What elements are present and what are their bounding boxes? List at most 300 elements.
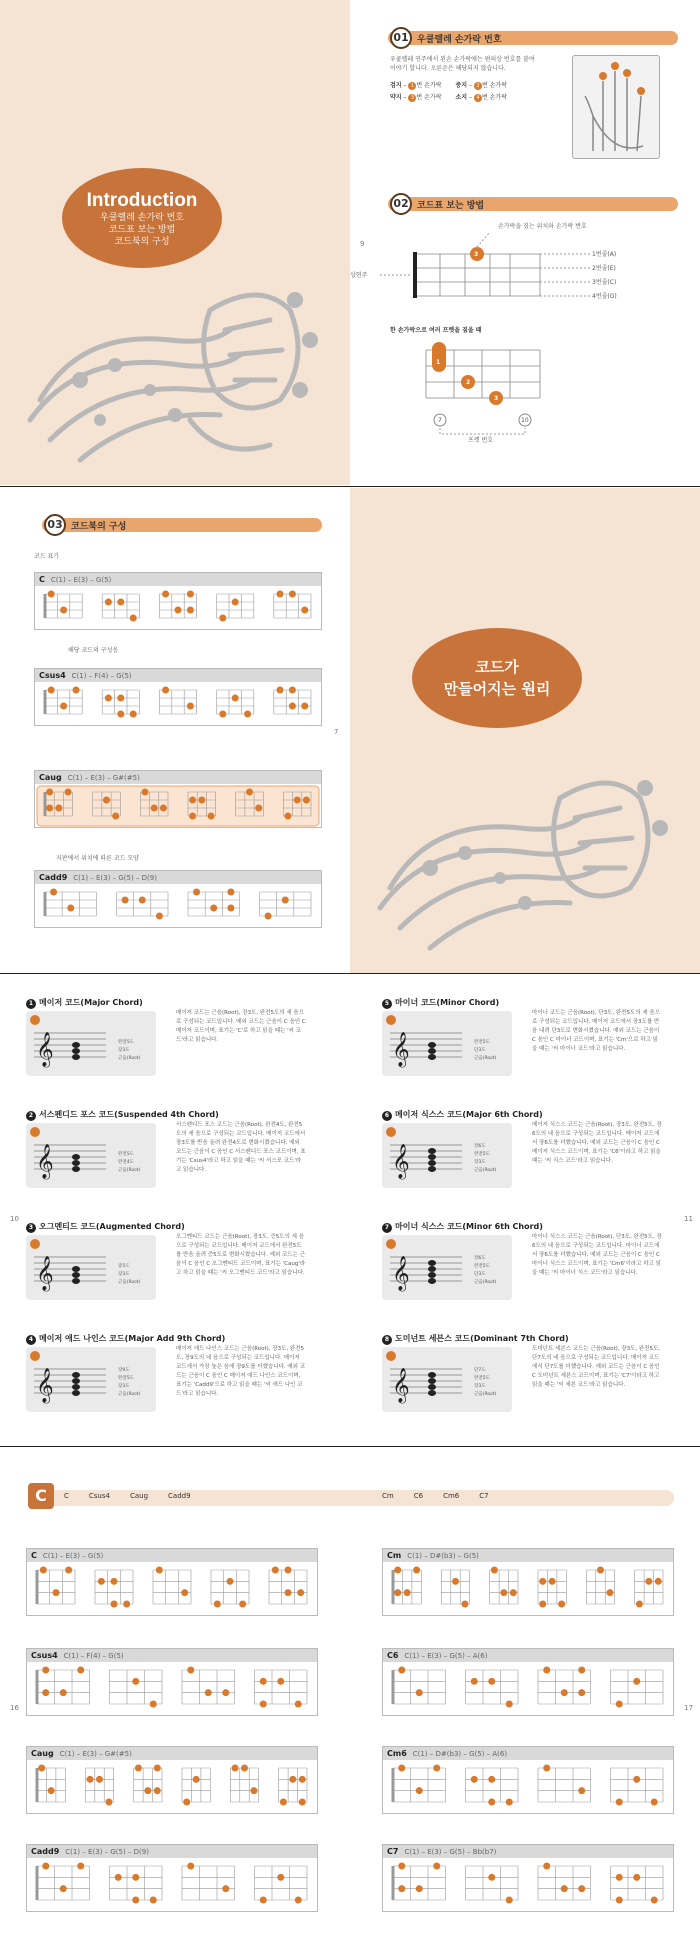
string-label: 4번줄(G) xyxy=(592,293,617,300)
finger-dot xyxy=(150,1701,157,1708)
chord-tab[interactable]: Csus4 xyxy=(88,1492,110,1500)
finger-dot xyxy=(295,1897,302,1904)
chord-diagram xyxy=(85,1768,113,1806)
fret-number: 10 xyxy=(521,417,529,424)
page-number: 10 xyxy=(10,1215,19,1223)
chord-diagram xyxy=(538,1765,591,1803)
chord-diagram xyxy=(95,1570,133,1608)
interval-label: 근음(Root) xyxy=(118,1168,141,1173)
finger-dot xyxy=(506,1799,513,1806)
audio-icon[interactable] xyxy=(386,1239,396,1249)
treble-clef-icon: 𝄞 xyxy=(36,1256,54,1291)
finger-dot xyxy=(156,1567,163,1574)
chord-note xyxy=(428,1384,436,1390)
finger-dot xyxy=(616,1874,623,1881)
finger-dot xyxy=(232,599,239,606)
chord-note xyxy=(72,1054,80,1060)
chord-diagram xyxy=(490,1567,518,1605)
finger-dot xyxy=(488,1678,495,1685)
finger-dot xyxy=(597,1567,604,1574)
spread-divider xyxy=(0,1446,700,1447)
chord-tab[interactable]: C xyxy=(64,1492,69,1500)
chord-diagram xyxy=(393,1667,446,1705)
finger-dot xyxy=(150,1897,157,1904)
finger-dot xyxy=(117,711,124,718)
section-title: 우쿨렐레 손가락 번호 xyxy=(417,35,502,45)
interval-label: 완전4도 xyxy=(118,1160,134,1165)
finger-dot xyxy=(265,913,272,920)
chord-panel-csus4: Csus4 C(1) – F(4) – G(5) xyxy=(34,668,322,726)
finger-item: 소지 – 4 번 손가락 xyxy=(455,94,508,101)
finger-dot xyxy=(471,1678,478,1685)
finger-dot xyxy=(285,1567,292,1574)
finger-dot xyxy=(413,1567,420,1574)
chord-diagram xyxy=(182,1667,235,1705)
finger-dot xyxy=(289,1776,296,1783)
finger-dot xyxy=(285,1589,292,1596)
finger-dot xyxy=(289,591,296,598)
callout-structure: 해당 코드의 구성음 xyxy=(68,647,119,654)
theory-text: 마이너 코드는 근음(Root), 단3도, 완전5도의 세 음으로 구성되는 코드입니다. 메이저 코드에서 장3도를 반음 내려 단3도로 변화시켰습니다. 예외 코드는 근음이 C 음인 C 마이너 코드이며, 표기는 'Cm'으로 하고 읽을 때는 '씨 마이너 코드'라고 읽습니다. xyxy=(532,1010,661,1052)
chord-diagram xyxy=(611,1670,664,1708)
audio-icon[interactable] xyxy=(386,1351,396,1361)
finger-dot xyxy=(433,1863,440,1870)
audio-icon[interactable] xyxy=(30,1015,40,1025)
chord-diagram xyxy=(37,1863,90,1901)
chord-diagram xyxy=(188,889,240,917)
finger-dot xyxy=(416,1787,423,1794)
theory-text: 서스펜디드 포스 코드는 근음(Root), 완전4도, 완전5도의 세 음으로 구성되는 코드입니다. 메이저 코드에서 장3도를 반음 올려 완전4도로 변화시켰습니다. 예외 코드는 근음이 C 음인 C 서스펜디드 포스 코드이며, 표기는 'Csus4'라고 하고 읽을 때는 '씨 서스포 코드'라고 읽습니다. xyxy=(176,1122,306,1173)
finger-dot xyxy=(461,1601,468,1608)
chord-tab[interactable]: Cm6 xyxy=(443,1492,460,1500)
finger-dot xyxy=(130,615,137,622)
chord-panel-cadd9: Cadd9 C(1) – E(3) – G(5) – D(9) xyxy=(26,1844,318,1912)
staff-example xyxy=(382,1011,512,1076)
interval-label: 완전5도 xyxy=(118,1376,134,1381)
finger-dot xyxy=(96,1776,103,1783)
chord-note xyxy=(72,1384,80,1390)
chord-note xyxy=(428,1160,436,1166)
staff-notation xyxy=(382,1011,512,1076)
barre-label: 한 손가락으로 여러 프렛을 짚을 때 xyxy=(390,327,482,334)
interval-label: 근음(Root) xyxy=(474,1280,497,1285)
finger-dot xyxy=(103,797,110,804)
ukulele-illustration xyxy=(370,758,680,958)
chord-diagrams xyxy=(27,1562,317,1616)
chord-note xyxy=(428,1148,436,1154)
finger-dot xyxy=(183,1799,190,1806)
hand-icon xyxy=(573,56,661,160)
intro-bubble-line: 코드북의 구성 xyxy=(114,237,170,247)
interval-label: 장6도 xyxy=(474,1144,486,1149)
section-number: 03 xyxy=(44,514,66,536)
finger-dot xyxy=(162,687,169,694)
finger-dot xyxy=(105,695,112,702)
chord-tab[interactable]: Cm xyxy=(382,1492,394,1500)
chord-diagrams xyxy=(27,1662,317,1716)
chord-panel-c: C C(1) – E(3) – G(5) xyxy=(26,1548,318,1616)
finger-item: 검지 – 1 번 손가락 xyxy=(390,82,442,89)
chord-note xyxy=(72,1278,80,1284)
finger-dot xyxy=(633,1874,640,1881)
audio-icon[interactable] xyxy=(30,1239,40,1249)
finger-dot xyxy=(205,1689,212,1696)
finger-dot xyxy=(488,1799,495,1806)
finger-dot xyxy=(187,591,194,598)
finger-dot xyxy=(135,1765,142,1772)
chord-diagram xyxy=(153,1567,191,1605)
interval-label: 장6도 xyxy=(474,1256,486,1261)
finger-dot xyxy=(651,1897,658,1904)
fretboard-diagrams xyxy=(383,1662,673,1716)
finger-dot xyxy=(105,1799,112,1806)
chord-diagrams xyxy=(35,884,321,928)
finger-dot xyxy=(488,1874,495,1881)
theory-title: 3 오그멘티드 코드(Augmented Chord) xyxy=(26,1221,185,1233)
finger-dot xyxy=(46,789,53,796)
interval-label: 근음(Root) xyxy=(118,1280,141,1285)
interval-label: 근음(Root) xyxy=(474,1392,497,1397)
fretboard-diagrams xyxy=(27,1562,317,1616)
chord-note xyxy=(428,1260,436,1266)
theory-title: 6 메이저 식스스 코드(Major 6th Chord) xyxy=(382,1109,543,1121)
interval-label: 완전5도 xyxy=(474,1152,490,1157)
nut-label: 상현주 xyxy=(350,272,368,279)
staff-notation xyxy=(26,1347,156,1412)
chord-note xyxy=(72,1390,80,1396)
staff-notation xyxy=(382,1123,512,1188)
string-label: 2번줄(E) xyxy=(592,265,616,272)
finger-dot xyxy=(67,905,74,912)
theory-text: 마이너 식스스 코드는 근음(Root), 단3도, 완전5도, 장6도의 네 음으로 구성되는 코드입니다. 마이너 코드에서 장6도를 더했습니다. 예외 코드는 근음이 C 음인 C 마이너 식스스 코드이며, 표기는 'Cm6'이라고 하고 읽을 때는 '씨 마이너 식스 코드'라고 읽습니다. xyxy=(532,1234,662,1276)
chord-diagram xyxy=(182,1768,210,1806)
finger-dot xyxy=(616,1799,623,1806)
finger-dot xyxy=(246,789,253,796)
finger-dot xyxy=(543,1667,550,1674)
chord-diagrams xyxy=(27,1858,317,1912)
intro-bubble xyxy=(62,168,222,268)
finger-dot xyxy=(60,703,67,710)
finger-dot xyxy=(65,1567,72,1574)
treble-clef-icon: 𝄞 xyxy=(392,1144,410,1179)
finger-dot xyxy=(255,805,262,812)
chord-panel-caug: Caug C(1) – E(3) – G#(#5) xyxy=(34,770,322,828)
finger-dot xyxy=(645,1578,652,1585)
finger-dot xyxy=(636,1601,643,1608)
chord-diagram xyxy=(230,1765,258,1803)
finger-dot xyxy=(561,1885,568,1892)
finger-dot xyxy=(244,711,251,718)
finger-dot xyxy=(139,897,146,904)
staff-notation xyxy=(26,1235,156,1300)
spread-theory xyxy=(0,975,700,1445)
finger-dot xyxy=(260,1701,267,1708)
chord-tab[interactable]: C6 xyxy=(413,1492,424,1500)
finger-dot xyxy=(193,889,200,896)
finger-dot xyxy=(38,1765,45,1772)
finger-dot xyxy=(227,905,234,912)
finger-dot xyxy=(222,1885,229,1892)
finger-dot xyxy=(219,711,226,718)
chord-diagram xyxy=(159,687,196,715)
chord-tabs-right xyxy=(382,1492,489,1500)
finger-dot xyxy=(50,889,57,896)
finger-dot xyxy=(123,1601,130,1608)
chord-diagram xyxy=(466,1866,519,1904)
finger-dot xyxy=(48,1787,55,1794)
finger-dot xyxy=(187,607,194,614)
chord-panel-csus4: Csus4 C(1) – F(4) – G(5) xyxy=(26,1648,318,1716)
finger-dot xyxy=(506,1897,513,1904)
chord-diagrams xyxy=(383,1760,673,1814)
finger-dot xyxy=(214,1601,221,1608)
finger-dot xyxy=(40,1567,47,1574)
finger-dot xyxy=(277,591,284,598)
finger-dot xyxy=(210,905,217,912)
chord-tabs-left xyxy=(64,1492,191,1500)
finger-dot xyxy=(616,1701,623,1708)
finger-dot xyxy=(162,591,169,598)
chord-tab[interactable]: C7 xyxy=(479,1492,489,1500)
treble-clef-icon: 𝄞 xyxy=(36,1144,54,1179)
audio-icon[interactable] xyxy=(30,1351,40,1361)
interval-label: 장3도 xyxy=(118,1384,130,1389)
principle-bubble xyxy=(412,628,582,728)
chord-diagram xyxy=(211,1570,249,1608)
chord-note xyxy=(72,1048,80,1054)
treble-clef-icon: 𝄞 xyxy=(36,1368,54,1403)
finger-dot xyxy=(260,1678,267,1685)
finger-dot xyxy=(112,813,119,820)
finger-dot xyxy=(394,1567,401,1574)
chord-diagram xyxy=(586,1567,614,1605)
theory-text: 오그멘티드 코드는 근음(Root), 장3도, 증5도의 세 음으로 구성되는 코드입니다. 메이저 코드에서 완전5도를 반음 올려 증5도로 변화시켰습니다. 예외 코드는 근음이 C 음인 C 오그멘티드 코드이며, 표기는 'Caug'라고 하고 읽을 때는 '씨 오그멘티드 코드'라고 읽습니다. xyxy=(176,1234,306,1276)
finger-dot xyxy=(239,1601,246,1608)
chord-diagram xyxy=(217,690,254,718)
audio-icon[interactable] xyxy=(386,1127,396,1137)
chord-tab[interactable]: Caug xyxy=(129,1492,149,1500)
interval-label: 단3도 xyxy=(474,1272,486,1277)
barre-dot-label: 1 xyxy=(436,359,441,366)
callout-chord-name: 코드 표기 xyxy=(34,553,60,560)
finger-dot xyxy=(510,1589,517,1596)
finger-dot xyxy=(219,615,226,622)
interval-label: 근음(Root) xyxy=(118,1056,141,1061)
finger-dot xyxy=(232,695,239,702)
chord-note xyxy=(428,1266,436,1272)
finger-dot xyxy=(42,1689,49,1696)
chord-diagram xyxy=(393,1863,446,1901)
interval-label: 장3도 xyxy=(474,1384,486,1389)
chord-diagram xyxy=(279,1768,307,1806)
interval-label: 완전5도 xyxy=(474,1264,490,1269)
chord-diagram xyxy=(260,892,312,920)
bubble-line: 코드가 xyxy=(475,658,519,676)
theory-text: 메이저 코드는 근음(Root), 장3도, 완전5도의 세 음으로 구성되는 코드입니다. 예외 코드는 근음이 C 음인 C 메이저 코드이며, 표기는 'C'로 하고 읽을 때는 '씨 코드'라고 읽습니다. xyxy=(176,1010,306,1043)
fretboard-diagrams xyxy=(35,586,321,630)
theory-item xyxy=(26,1109,326,1214)
chord-diagram xyxy=(182,1863,235,1901)
chord-panel-cm6: Cm6 C(1) – D#(b3) – G(5) – A(6) xyxy=(382,1746,674,1814)
finger-dot xyxy=(187,703,194,710)
finger-list xyxy=(390,80,540,104)
finger-dot xyxy=(250,1787,257,1794)
chord-note xyxy=(428,1048,436,1054)
theory-title: 7 마이너 식스스 코드(Minor 6th Chord) xyxy=(382,1221,543,1233)
chord-note xyxy=(428,1042,436,1048)
theory-title: 5 마이너 코드(Minor Chord) xyxy=(382,997,499,1009)
interval-label: 완전5도 xyxy=(118,1040,134,1045)
finger-dot xyxy=(578,1667,585,1674)
chord-note xyxy=(428,1372,436,1378)
chord-diagrams xyxy=(383,1858,673,1912)
finger-dot xyxy=(189,813,196,820)
string-label: 1번줄(A) xyxy=(592,251,617,258)
audio-icon[interactable] xyxy=(30,1127,40,1137)
section-title: 코드북의 구성 xyxy=(71,522,127,532)
finger-dot xyxy=(193,1776,200,1783)
theory-text: 도미넌트 세븐스 코드는 근음(Root), 장3도, 완전5도, 단7도의 네 음으로 구성되는 코드입니다. 메이저 코드에서 단7도를 더했습니다. 예외 코드는 근음이 C 음인 C 도미넌트 세븐스 코드이며, 표기는 'C7'이라고 하고 읽을 때는 '씨 세븐 코드'라고 읽습니다. xyxy=(532,1346,661,1388)
finger-dot xyxy=(53,1589,60,1596)
finger-dot xyxy=(299,1799,306,1806)
theory-title: 2 서스펜디드 포스 코드(Suspended 4th Chord) xyxy=(26,1109,219,1121)
chord-diagrams xyxy=(35,586,321,630)
fretboard-diagrams xyxy=(27,1662,317,1716)
chord-diagram xyxy=(110,1670,163,1708)
finger-dot xyxy=(303,797,310,804)
finger-dot xyxy=(198,797,205,804)
finger-dot xyxy=(633,1678,640,1685)
finger-dot xyxy=(189,797,196,804)
treble-clef-icon: 𝄞 xyxy=(36,1032,54,1067)
finger-dot xyxy=(539,1601,546,1608)
finger-dot xyxy=(578,1689,585,1696)
finger-dot xyxy=(616,1897,623,1904)
interval-label: 장3도 xyxy=(474,1160,486,1165)
chord-diagrams xyxy=(383,1562,673,1616)
page-number: 11 xyxy=(684,1215,693,1223)
finger-dot xyxy=(277,687,284,694)
section-title: 코드표 보는 방법 xyxy=(417,201,485,211)
interval-label: 근음(Root) xyxy=(118,1392,141,1397)
fretboard-diagrams xyxy=(27,1760,317,1814)
finger-item: 중지 – 2 번 손가락 xyxy=(455,82,508,89)
finger-dot xyxy=(232,1765,239,1772)
fretboard-diagrams xyxy=(27,1858,317,1912)
chord-note xyxy=(72,1266,80,1272)
treble-clef-icon: 𝄞 xyxy=(392,1032,410,1067)
finger-dot xyxy=(655,1578,662,1585)
finger-dot xyxy=(506,1701,513,1708)
theory-title: 1 메이저 코드(Major Chord) xyxy=(26,997,143,1009)
finger-dot xyxy=(115,1874,122,1881)
chord-diagram xyxy=(393,1567,421,1605)
interval-label: 장9도 xyxy=(118,1368,130,1373)
finger-dot xyxy=(132,1678,139,1685)
chord-note xyxy=(72,1154,80,1160)
staff-example xyxy=(26,1347,156,1412)
chord-diagram xyxy=(393,1765,446,1803)
intro-right-page xyxy=(350,0,700,485)
fret-number: 7 xyxy=(438,417,442,424)
hand-illustration-box xyxy=(572,55,660,159)
finger-dot xyxy=(297,1589,304,1596)
finger-dot xyxy=(277,1874,284,1881)
staff-notation xyxy=(382,1235,512,1300)
finger-dot xyxy=(606,1589,613,1596)
spread-divider xyxy=(0,486,700,487)
chord-note xyxy=(428,1054,436,1060)
fret-number-label: 프렛 번호 xyxy=(468,437,494,444)
finger-dot xyxy=(282,897,289,904)
theory-text: 메이저 애드 나인스 코드는 근음(Root), 장3도, 완전5도, 장9도의 네 음으로 구성되는 코드입니다. 메이저 코드에서 가장 높은 음에 장9도를 더했습니다. 예외 코드는 근음이 C 음인 C 메이저 애드 나인스 코드이며, 표기는 'Cadd9'으로 하고 읽을 때는 '씨 애드 나인 코드'라고 읽습니다. xyxy=(176,1346,306,1397)
finger-dot xyxy=(416,1885,423,1892)
chord-diagram-example xyxy=(370,232,690,442)
finger-dot xyxy=(132,1897,139,1904)
chord-panel-c7: C7 C(1) – E(3) – G(5) – Bb(b7) xyxy=(382,1844,674,1912)
staff-example xyxy=(382,1123,512,1188)
chord-tab[interactable]: Cadd9 xyxy=(168,1492,191,1500)
string-label: 3번줄(C) xyxy=(592,279,617,286)
staff-example xyxy=(382,1235,512,1300)
fretboard-diagrams xyxy=(383,1858,673,1912)
audio-icon[interactable] xyxy=(386,1015,396,1025)
chord-note xyxy=(428,1166,436,1172)
finger-dot xyxy=(130,711,137,718)
chord-diagram xyxy=(269,1567,307,1605)
finger-dot xyxy=(633,1776,640,1783)
chord-diagram xyxy=(611,1866,664,1904)
fretboard-diagrams xyxy=(35,884,321,928)
staff-example xyxy=(382,1347,512,1412)
intro-left-page xyxy=(0,0,350,485)
chord-diagrams xyxy=(35,784,321,828)
fretboard-diagrams xyxy=(383,1760,673,1814)
chord-diagrams xyxy=(27,1760,317,1814)
fretboard-diagrams xyxy=(35,784,321,828)
interval-label: 근음(Root) xyxy=(474,1168,497,1173)
finger-dot xyxy=(651,1799,658,1806)
finger-dot xyxy=(73,687,80,694)
chord-note xyxy=(428,1154,436,1160)
interval-label: 장3도 xyxy=(118,1048,130,1053)
interval-label: 증5도 xyxy=(118,1264,130,1269)
chord-diagram xyxy=(255,1866,308,1904)
interval-label: 완전5도 xyxy=(474,1376,490,1381)
finger-dot xyxy=(301,703,308,710)
finger-dot xyxy=(289,703,296,710)
finger-dot xyxy=(561,1689,568,1696)
finger-dot xyxy=(117,695,124,702)
finger-dot xyxy=(160,805,167,812)
finger-dot xyxy=(55,805,62,812)
finger-dot xyxy=(301,607,308,614)
chord-panel-c6: C6 C(1) – E(3) – G(5) – A(6) xyxy=(382,1648,674,1716)
finger-dot xyxy=(284,813,291,820)
chord-diagram xyxy=(255,1670,308,1708)
chord-diagram xyxy=(635,1570,663,1608)
finger-dot xyxy=(558,1601,565,1608)
chord-diagram xyxy=(102,690,139,718)
staff-notation xyxy=(26,1011,156,1076)
chord-diagram xyxy=(37,1567,75,1605)
chord-diagram xyxy=(538,1570,566,1608)
theory-item xyxy=(26,1333,326,1438)
chord-diagram xyxy=(274,591,311,619)
chord-note xyxy=(72,1166,80,1172)
interval-label: 단7도 xyxy=(474,1368,486,1373)
barre-dot-label: 3 xyxy=(494,395,499,402)
